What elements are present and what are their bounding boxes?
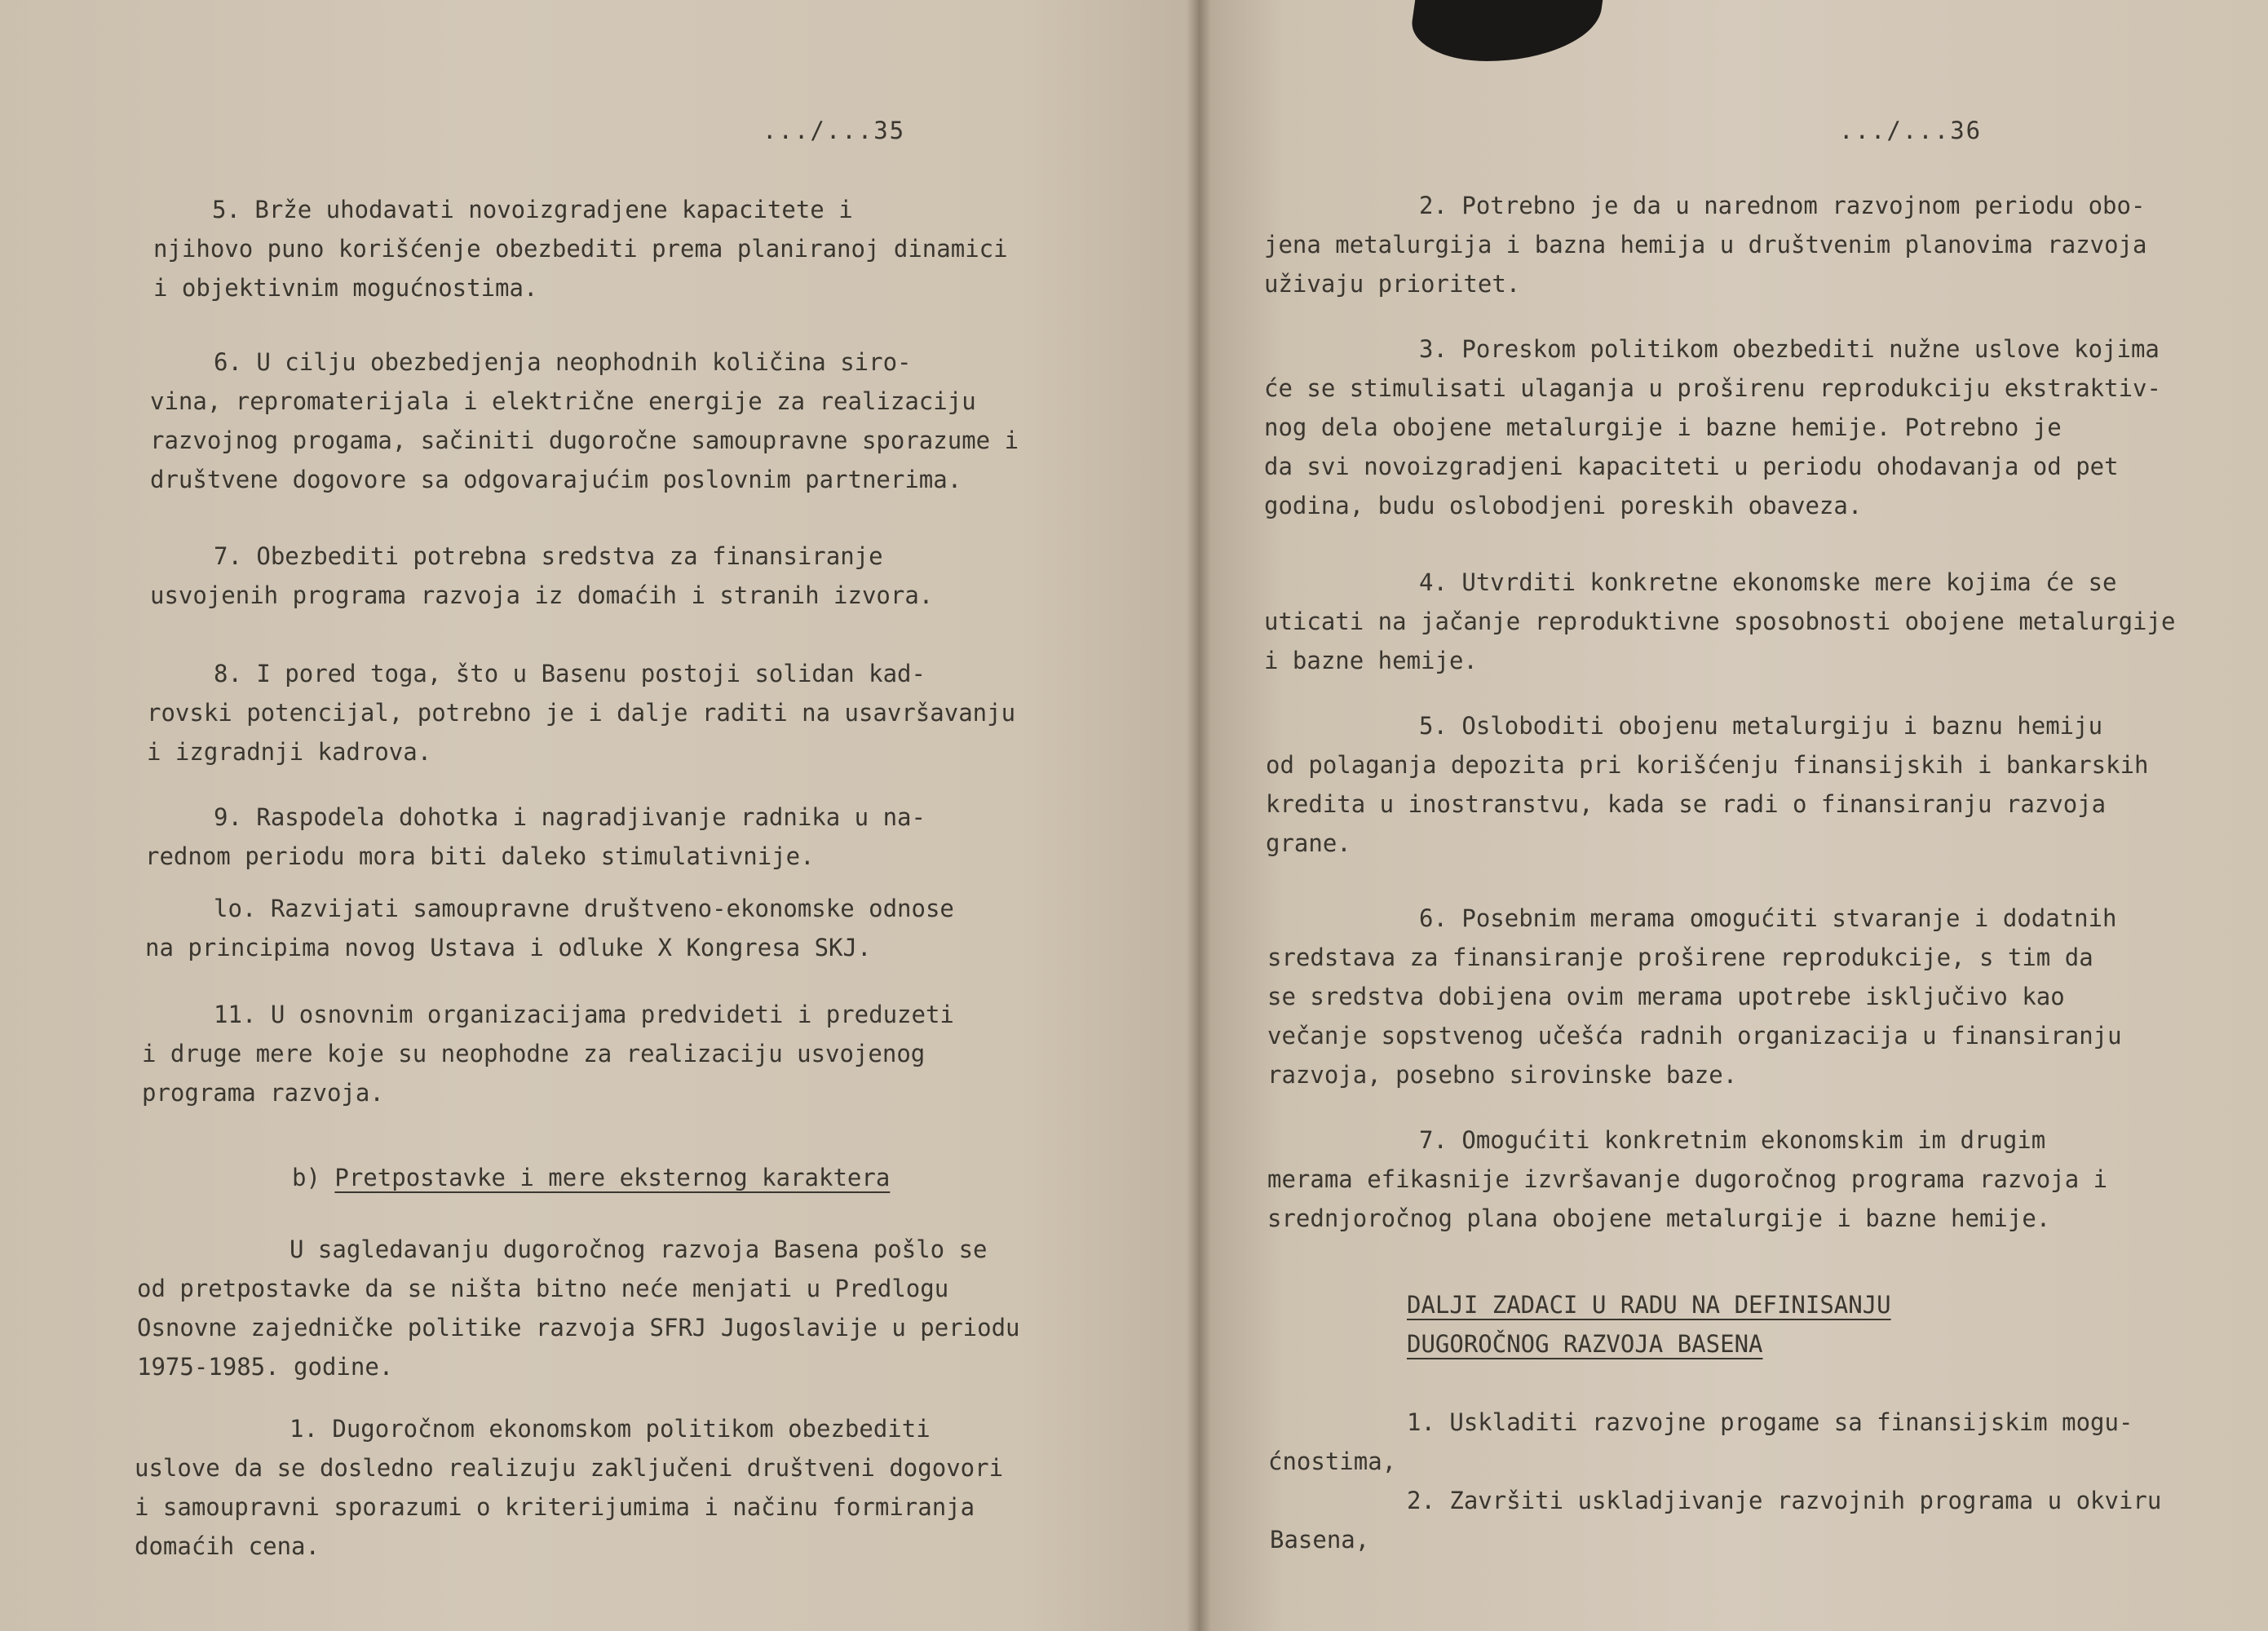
section-b-title: Pretpostavke i mere eksternog karaktera: [334, 1164, 891, 1191]
section-b-intro: U sagledavanju dugoročnog razvoja Basena pošlo se od pretpostavke da se ništa bitno neće menjati u Predlogu Osnovne zajedničke politike razvoja SFRJ Jugoslavije u periodu 1975-1985. godine.: [137, 1235, 1020, 1381]
item-3: 3. Poreskom politikom obezbediti nužne uslove kojima će se stimulisati ulaganja u proširenu reprodukciju ekstraktiv- nog dela obojene metalurgije i bazne hemije. Potrebno je da svi novoizgradjeni kapaciteti u periodu ohodavanja od pet godina, budu oslobodjeni poreskih obaveza.: [1264, 335, 2161, 519]
item-2: 2. Potrebno je da u narednom razvojnom periodu obo- jena metalurgija i bazna hemija u društvenim planovima razvoja uživaju prioritet.: [1264, 192, 2147, 298]
item-8: 8. I pored toga, što u Basenu postoji solidan kad- rovski potencijal, potrebno je i dalje raditi na usavršavanju i izgradnji kadrova.: [147, 660, 1016, 766]
page-gutter: [1187, 0, 1211, 1631]
item-4: 4. Utvrditi konkretne ekonomske mere kojima će se uticati na jačanje reproduktivne sposobnosti obojene metalurgije i bazne hemije.: [1264, 568, 2176, 674]
section-b-heading: [292, 1158, 890, 1197]
section-b-item-1: 1. Dugoročnom ekonomskom politikom obezbediti uslove da se dosledno realizuju zaključeni društveni dogovori i samoupravni sporazumi o kriterijumima i načinu formiranja domaćih cena.: [135, 1415, 1004, 1560]
page-number: .../...36: [1839, 117, 1983, 144]
task-2: 2. Završiti uskladjivanje razvojnih programa u okviru Basena,: [1270, 1487, 2162, 1554]
item-11: 11. U osnovnim organizacijama predvideti i preduzeti i druge mere koje su neophodne za realizaciju usvojenog programa razvoja.: [142, 1001, 954, 1107]
item-5: 5. Osloboditi obojenu metalurgiju i baznu hemiju od polaganja depozita pri korišćenju finansijskih i bankarskih kredita u inostranstvu, kada se radi o finansiranju razvoja grane.: [1266, 712, 2149, 857]
right-page: [1199, 0, 2268, 1631]
page-number: .../...35: [763, 117, 906, 144]
section-b-prefix: b): [292, 1164, 321, 1191]
item-6: 6. Posebnim merama omogućiti stvaranje i dodatnih sredstava za finansiranje proširene reprodukcije, s tim da se sredstva dobijena ovim merama upotrebe isključivo kao večanje sopstvenog učešća radnih organizacija u finansiranju razvoja, posebno sirovinske baze.: [1267, 904, 2122, 1089]
item-7: 7. Omogućiti konkretnim ekonomskim im drugim merama efikasnije izvršavanje dugoročnog programa razvoja i srednjoročnog plana obojene metalurgije i bazne hemije.: [1267, 1126, 2108, 1232]
item-10: lo. Razvijati samoupravne društveno-ekonomske odnose na principima novog Ustava i odluke X Kongresa SKJ.: [145, 895, 954, 961]
task-1: 1. Uskladiti razvojne progame sa finansijskim mogu- ćnostima,: [1268, 1408, 2133, 1475]
item-5: 5. Brže uhodavati novoizgradjene kapacitete i njihovo puno korišćenje obezbediti prema planiranoj dinamici i objektivnim mogućnostima.: [153, 196, 1008, 302]
section-heading: DALJI ZADACI U RADU NA DEFINISANJU DUGOROČNOG RAZVOJA BASENA: [1407, 1291, 1891, 1358]
item-6: 6. U cilju obezbedjenja neophodnih količina siro- vina, repromaterijala i električne energije za realizaciju razvojnog progama, sačiniti dugoročne samoupravne sporazume i društvene dogovore sa odgovarajućim poslovnim partnerima.: [150, 348, 1019, 493]
item-9: 9. Raspodela dohotka i nagradjivanje radnika u na- rednom periodu mora biti daleko stimulativnije.: [145, 803, 926, 870]
item-7: 7. Obezbediti potrebna sredstva za finansiranje usvojenih programa razvoja iz domaćih i stranih izvora.: [150, 542, 934, 609]
